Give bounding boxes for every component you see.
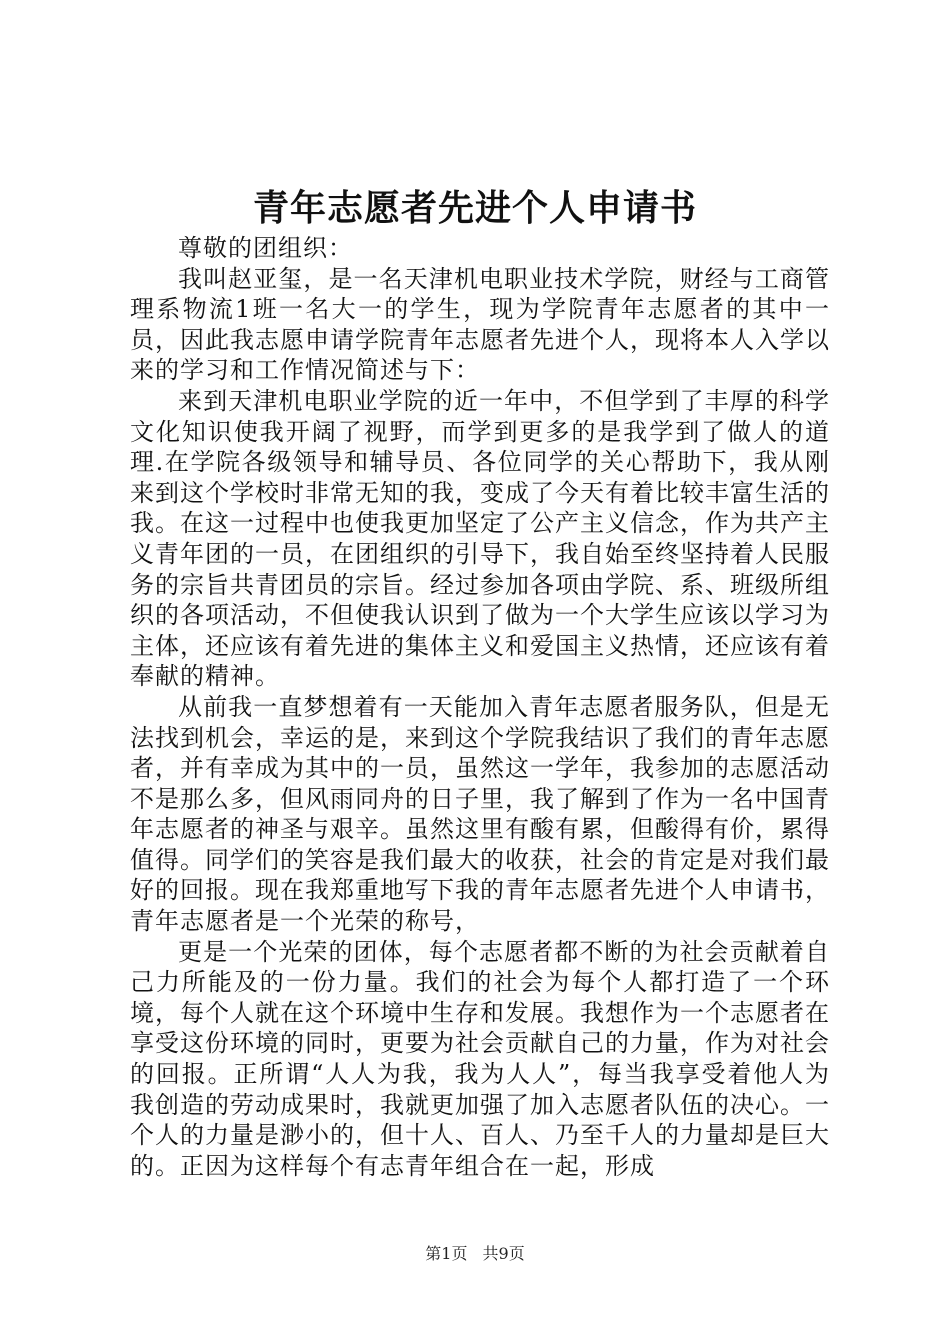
paragraph-intro: 我叫赵亚玺，是一名天津机电职业技术学院，财经与工商管理系物流1班一名大一的学生，现为学院青年志愿者的其中一员，因此我志愿申请学院青年志愿者先进个人，现将本人入学以来的学习和工作情况简述与下： <box>130 264 830 385</box>
page-footer <box>0 1244 950 1264</box>
document-title: 青年志愿者先进个人申请书 <box>252 187 697 229</box>
page-total: 共9页 <box>482 1244 525 1263</box>
paragraph-volunteer-group: 更是一个光荣的团体，每个志愿者都不断的为社会贡献着自己力所能及的一份力量。我们的社会为每个人都打造了一个环境，每个人就在这个环境中生存和发展。我想作为一个志愿者在享受这份环境的同时，更要为社会贡献自己的力量，作为对社会的回报。正所谓“人人为我，我为人人”，每当我享受着他人为我创造的劳动成果时，我就更加强了加入志愿者队伍的决心。一个人的力量是渺小的，但十人、百人、乃至千人的力量却是巨大的。正因为这样每个有志青年组合在一起，形成 <box>130 937 830 1180</box>
paragraph-volunteer-dream: 从前我一直梦想着有一天能加入青年志愿者服务队，但是无法找到机会，幸运的是，来到这个学院我结识了我们的青年志愿者，并有幸成为其中的一员，虽然这一学年，我参加的志愿活动不是那么多，但风雨同舟的日子里，我了解到了作为一名中国青年志愿者的神圣与艰辛。虽然这里有酸有累，但酸得有价，累得值得。同学们的笑容是我们最大的收获，社会的肯定是对我们最好的回报。现在我郑重地写下我的青年志愿者先进个人申请书，青年志愿者是一个光荣的称号， <box>130 692 830 936</box>
greeting-line: 尊敬的团组织： <box>178 234 353 262</box>
document-body <box>130 233 830 1181</box>
page-number: 第1页 <box>425 1244 468 1263</box>
paragraph-study-experience: 来到天津机电职业学院的近一年中，不但学到了丰厚的科学文化知识使我开阔了视野，而学到更多的是我学到了做人的道理.在学院各级领导和辅导员、各位同学的关心帮助下，我从刚来到这个学校时非常无知的我，变成了今天有着比较丰富生活的我。在这一过程中也使我更加坚定了公产主义信念，作为共产主义青年团的一员，在团组织的引导下，我自始至终坚持着人民服务的宗旨共青团员的宗旨。经过参加各项由学院、系、班级所组织的各项活动，不但使我认识到了做为一个大学生应该以学习为主体，还应该有着先进的集体主义和爱国主义热情，还应该有着奉献的精神。 <box>130 386 830 691</box>
